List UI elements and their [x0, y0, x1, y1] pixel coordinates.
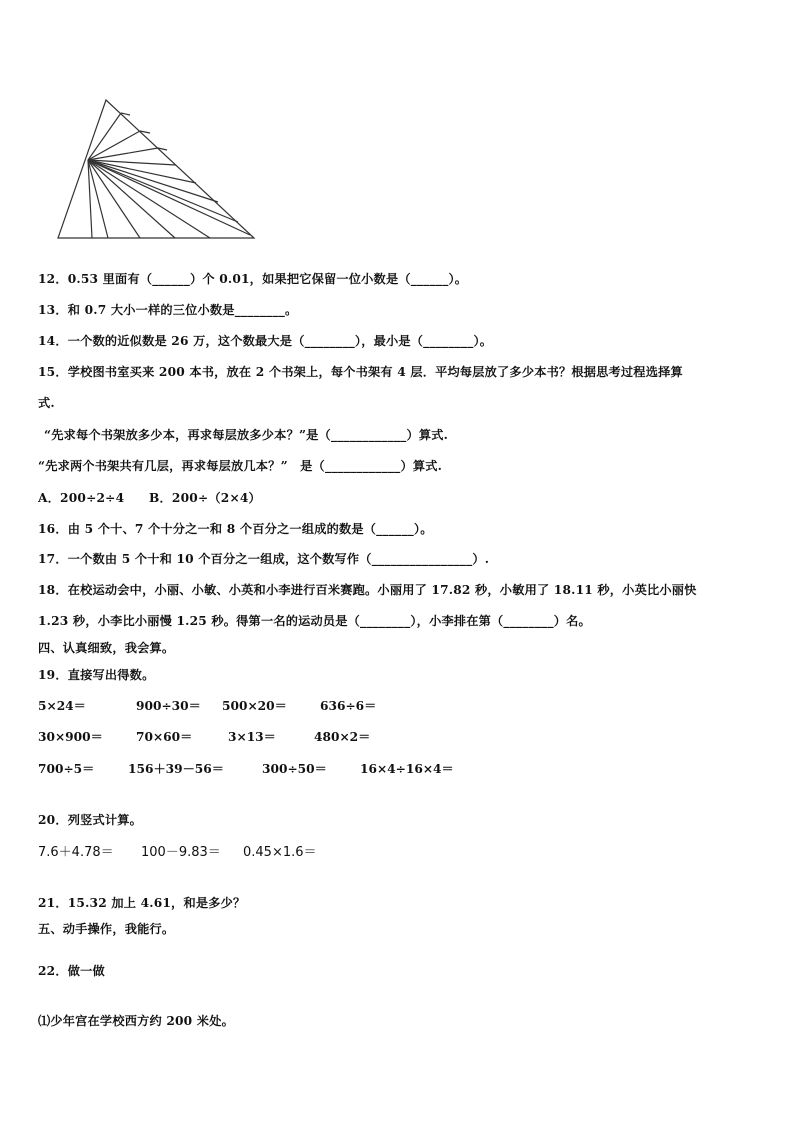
vertical-calc-item: 0.45×1.6＝ — [243, 845, 317, 860]
calc-item: 900÷30＝ — [136, 699, 201, 713]
vertical-calc-item: 7.6＋4.78＝ — [38, 845, 114, 860]
question-12: 12．0.53 里面有（______）个 0.01，如果把它保留一位小数是（______）。 — [38, 272, 468, 286]
calc-item: 5×24＝ — [38, 699, 86, 713]
triangle-outline — [58, 100, 254, 238]
fan-line — [88, 160, 238, 222]
calc-item: 70×60＝ — [136, 730, 193, 744]
question-14: 14．一个数的近似数是 26 万，这个数最大是（________），最小是（________）。 — [38, 334, 493, 348]
calc-item: 300÷50＝ — [262, 762, 327, 776]
question-19-title: 19．直接写出得数。 — [38, 668, 155, 682]
question-16: 16．由 5 个十、7 个十分之一和 8 个百分之一组成的数是（______）。 — [38, 522, 433, 536]
question-13: 13．和 0.7 大小一样的三位小数是________。 — [38, 303, 298, 317]
question-17: 17．一个数由 5 个十和 10 个百分之一组成，这个数写作（________________）. — [38, 552, 490, 566]
question-15-line4: “先求两个书架共有几层，再求每层放几本？” 是（____________）算式. — [38, 459, 443, 473]
question-22-sub1: ⑴少年宫在学校西方约 200 米处。 — [38, 1014, 234, 1028]
question-15-line2: 式. — [38, 396, 55, 410]
calc-item: 636÷6＝ — [320, 699, 377, 713]
section-4-heading: 四、认真细致，我会算。 — [38, 641, 175, 655]
question-22-title: 22．做一做 — [38, 964, 105, 978]
section-5-heading: 五、动手操作，我能行。 — [38, 922, 175, 936]
calc-item: 3×13＝ — [228, 730, 276, 744]
question-18-line2: 1.23 秒，小李比小丽慢 1.25 秒。得第一名的运动员是（________），小李排在第（________）名。 — [38, 614, 591, 628]
question-15-line1: 15．学校图书室买来 200 本书，放在 2 个书架上，每个书架有 4 层．平均每层放了多少本书？根据思考过程选择算 — [38, 365, 683, 379]
calc-item: 156＋39－56＝ — [128, 762, 224, 776]
question-21: 21．15.32 加上 4.61，和是多少？ — [38, 896, 246, 910]
question-15-options: A．200÷2÷4 B．200÷（2×4） — [38, 491, 261, 505]
calc-item: 500×20＝ — [222, 699, 287, 713]
question-15-line3: “先求每个书架放多少本，再求每层放多少本？”是（____________）算式. — [44, 428, 449, 442]
fan-line — [88, 160, 218, 202]
calc-item: 16×4÷16×4＝ — [360, 762, 454, 776]
question-20-title: 20．列竖式计算。 — [38, 813, 143, 827]
calc-item: 700÷5＝ — [38, 762, 95, 776]
calc-item: 30×900＝ — [38, 730, 103, 744]
vertical-calc-item: 100－9.83＝ — [141, 845, 221, 860]
question-18-line1: 18．在校运动会中，小丽、小敏、小英和小李进行百米赛跑。小丽用了 17.82 秒，小敏用了 18.11 秒，小英比小丽快 — [38, 583, 697, 597]
triangle-figure — [50, 92, 265, 244]
fan-line — [88, 160, 210, 238]
calc-item: 480×2＝ — [314, 730, 371, 744]
